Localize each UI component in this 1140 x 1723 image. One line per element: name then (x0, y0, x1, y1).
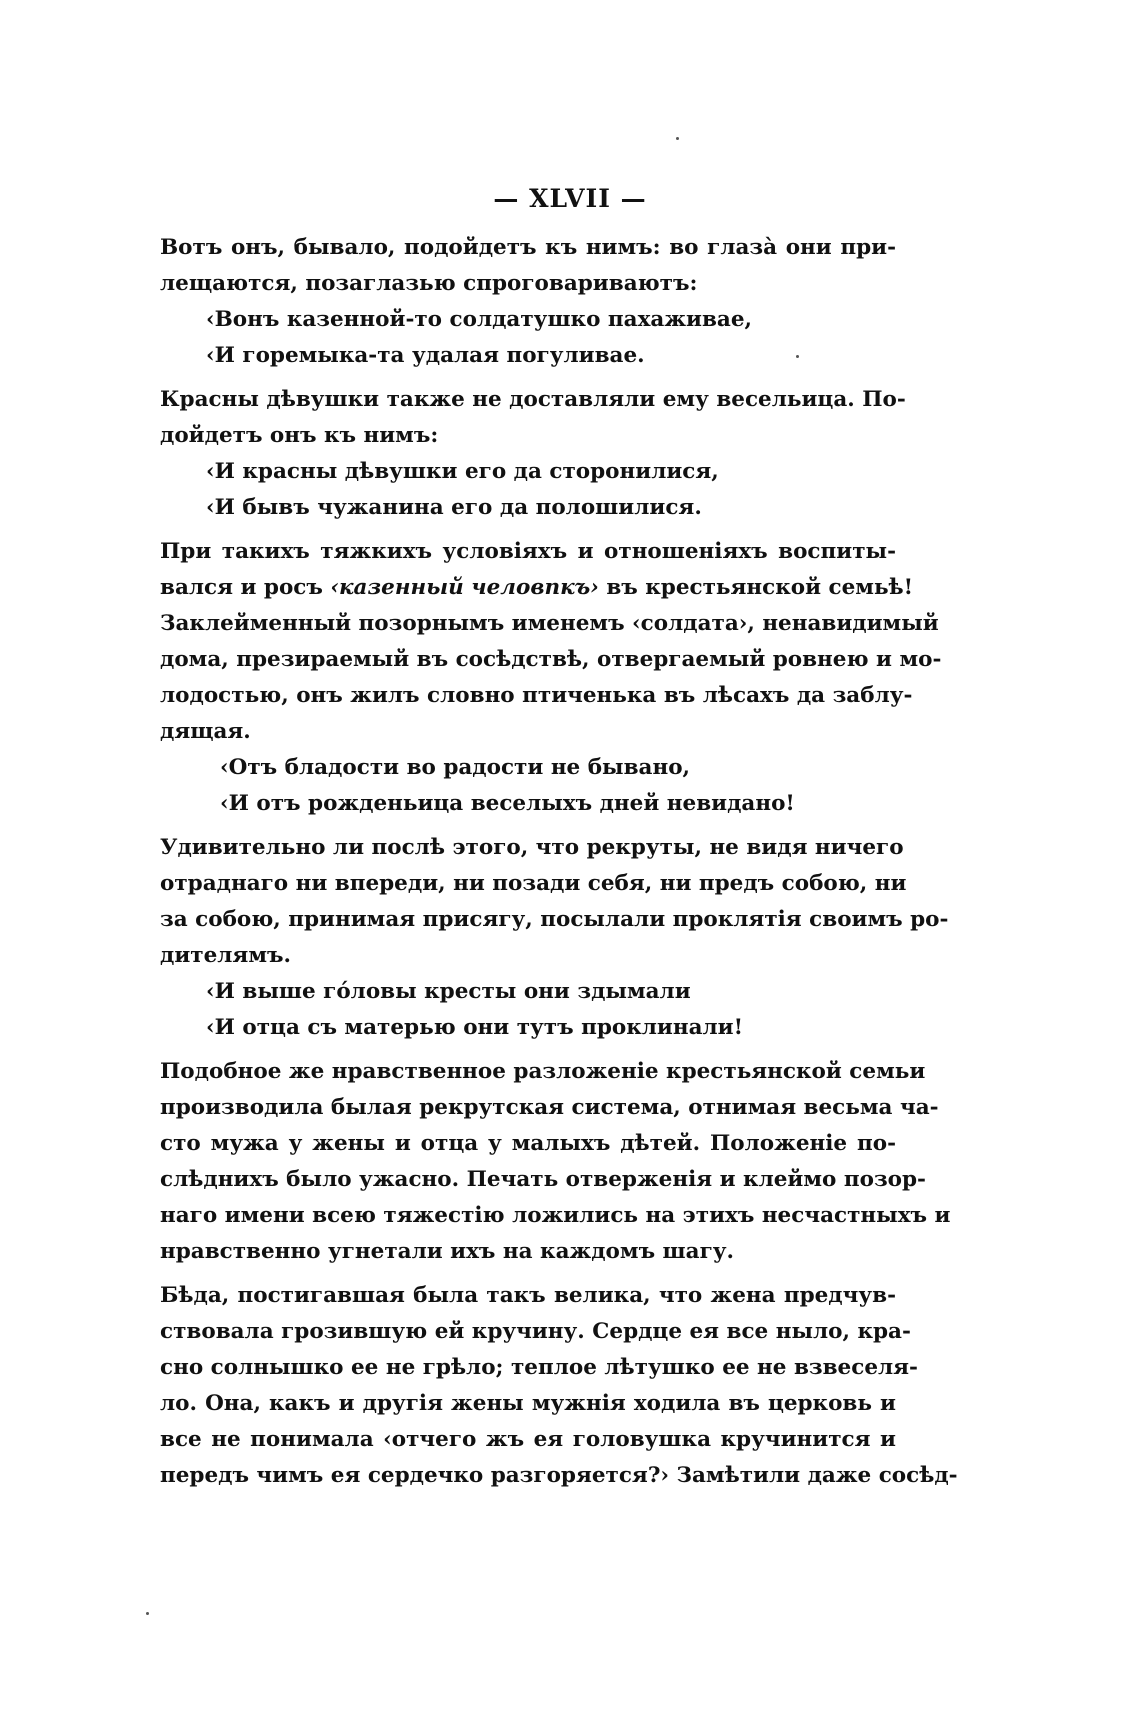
text-line: ствовала грозившую ей кручину. Сердце ея все ныло, кра- (160, 1319, 911, 1344)
verse-line: ‹И выше гóловы кресты они здымали (206, 979, 691, 1004)
verse-line: ‹Вонъ казенной-то солдатушко пахаживае, (206, 307, 753, 332)
verse-line: ‹И горемыка-та удалая погуливае. (206, 343, 645, 368)
text-line: Красны дѣвушки также не доставляли ему весельица. По- (160, 387, 906, 412)
text-line: производила былая рекрутская система, отнимая весьма ча- (160, 1095, 939, 1120)
text-line: сно солнышко ее не грѣло; теплое лѣтушко ее не взвеселя- (160, 1355, 918, 1380)
paragraph-6 (160, 1278, 958, 1494)
text-line: дойдетъ онъ къ нимъ: (160, 423, 439, 448)
verse-line: ‹И отца съ матерью они тутъ проклинали! (206, 1015, 744, 1040)
text-line: дящая. (160, 719, 251, 744)
text-line: Заклейменный позорнымъ именемъ ‹солдата›, ненавидимый (160, 611, 939, 636)
scan-speck (676, 137, 679, 140)
paragraph-4 (160, 830, 949, 974)
scan-speck (146, 1612, 149, 1615)
verse-line: ‹И красны дѣвушки его да сторонилися, (206, 459, 719, 484)
text-line: за собою, принимая присягу, посылали проклятія своимъ ро- (160, 907, 949, 932)
text-line: наго имени всею тяжестію ложились на этихъ несчастныхъ и (160, 1203, 951, 1228)
text-line (160, 570, 914, 606)
text-line: Удивительно ли послѣ этого, что рекруты, не видя ничего (160, 835, 904, 860)
text-line: Подобное же нравственное разложеніе крестьянской семьи (160, 1059, 926, 1084)
paragraph-5 (160, 1054, 951, 1270)
verse-line: ‹И бывъ чужанина его да полошилися. (206, 495, 702, 520)
verse-line: ‹Отъ бладости во радости не бывано, (220, 755, 691, 780)
text-line: При такихъ тяжкихъ условіяхъ и отношеніяхъ воспиты- (160, 539, 896, 564)
text-line: Бѣда, постигавшая была такъ велика, что жена предчув- (160, 1283, 896, 1308)
text-line: дома, презираемый въ сосѣдствѣ, отвергаемый ровнею и мо- (160, 647, 942, 672)
text-line: лещаются, позаглазью спроговариваютъ: (160, 271, 698, 296)
text-line: нравственно угнетали ихъ на каждомъ шагу. (160, 1239, 735, 1264)
verse-4 (160, 974, 896, 1046)
text-line: дителямъ. (160, 943, 291, 968)
italic-phrase: ‹казенный человпкъ› (330, 575, 599, 600)
text-line: сто мужа у жены и отца у малыхъ дѣтей. Положеніе по- (160, 1131, 896, 1156)
page-number: — XLVII — (493, 184, 647, 213)
paragraph-1 (160, 230, 896, 302)
paragraph-2 (160, 382, 906, 454)
text-line: передъ чимъ ея сердечко разгоряется?› Замѣтили даже сосѣд- (160, 1463, 958, 1488)
text-line: ло. Она, какъ и другія жены мужнія ходила въ церковь и (160, 1391, 896, 1416)
verse-2 (160, 454, 896, 526)
text-line: лодостью, онъ жилъ словно птиченька въ лѣсахъ да заблу- (160, 683, 913, 708)
verse-line: ‹И отъ рожденьица веселыхъ дней невидано! (220, 791, 795, 816)
text-fragment: вался и росъ (160, 575, 331, 600)
verse-3 (160, 750, 896, 822)
verse-1 (160, 302, 896, 374)
text-line: Вотъ онъ, бывало, подойдетъ къ нимъ: во глазà они при- (160, 235, 896, 260)
text-line: отраднаго ни впереди, ни позади себя, ни предъ собою, ни (160, 871, 907, 896)
paragraph-3 (160, 534, 942, 750)
text-line: все не понимала ‹отчего жъ ея головушка кручинится и (160, 1427, 896, 1452)
text-line: слѣднихъ было ужасно. Печать отверженія и клеймо позор- (160, 1167, 926, 1192)
page-body (160, 230, 958, 1494)
scan-speck (796, 355, 799, 358)
text-fragment: въ крестьянской семьѣ! (598, 575, 914, 600)
